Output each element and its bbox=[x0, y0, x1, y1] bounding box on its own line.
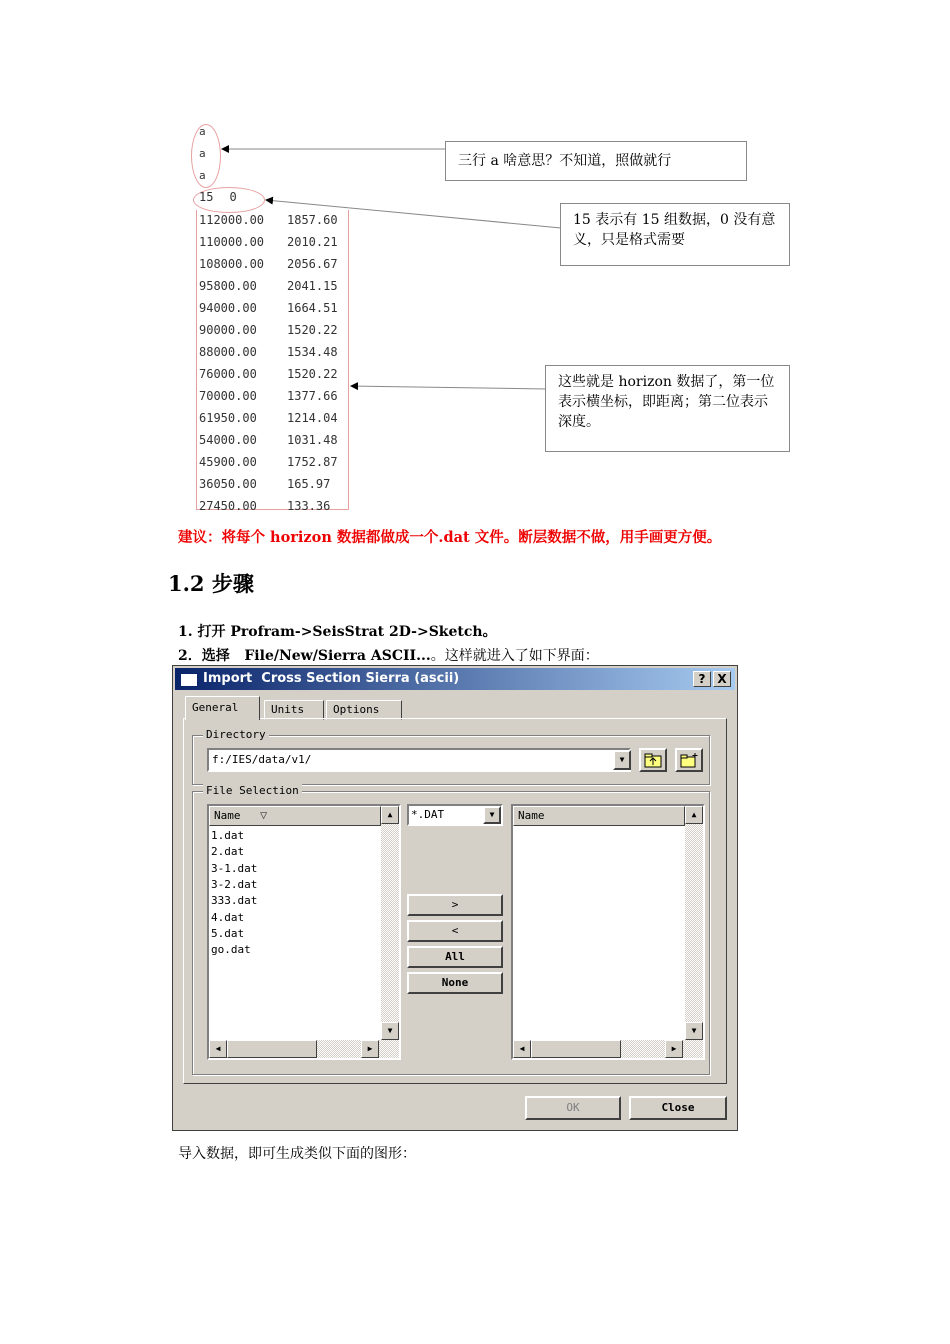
depth-value: 2056.67 bbox=[287, 257, 338, 271]
directory-dropdown-button[interactable] bbox=[613, 750, 631, 770]
count-flag: 0 bbox=[229, 190, 237, 204]
depth-value: 1214.04 bbox=[287, 411, 338, 425]
callout-arrows bbox=[0, 0, 950, 560]
parent-folder-button[interactable] bbox=[639, 748, 667, 772]
folder-up-icon bbox=[643, 752, 663, 768]
step-2-command: 2．选择 File/New/Sierra ASCII... bbox=[178, 648, 431, 664]
right-list-header-label: Name bbox=[518, 809, 545, 822]
name-column-header[interactable] bbox=[209, 806, 381, 826]
scroll-left-button[interactable]: ◀ bbox=[209, 1040, 227, 1058]
callout-a-lines: 三行 a 啥意思？不知道，照做就行 bbox=[445, 141, 747, 181]
sort-triangle-icon: ▽ bbox=[260, 808, 268, 822]
file-selection-label: File Selection bbox=[203, 784, 302, 797]
depth-value: 133.36 bbox=[287, 499, 331, 513]
right-name-column-header[interactable] bbox=[513, 806, 685, 826]
close-button[interactable]: Close bbox=[629, 1096, 727, 1120]
right-horizontal-scrollbar[interactable] bbox=[513, 1040, 703, 1058]
a-line-2: a bbox=[199, 147, 206, 160]
right-scroll-down-button[interactable]: ▼ bbox=[685, 1022, 703, 1040]
close-window-button[interactable]: X bbox=[713, 671, 731, 687]
left-vertical-scrollbar[interactable] bbox=[381, 806, 399, 1040]
depth-value: 1534.48 bbox=[287, 345, 338, 359]
new-folder-icon bbox=[679, 752, 699, 768]
distance-value: 45900.00 bbox=[199, 455, 257, 469]
distance-value: 90000.00 bbox=[199, 323, 257, 337]
distance-value: 108000.00 bbox=[199, 257, 265, 271]
directory-group bbox=[192, 728, 710, 785]
ok-button[interactable]: OK bbox=[525, 1096, 621, 1120]
distance-value: 70000.00 bbox=[199, 389, 257, 403]
depth-value: 1031.48 bbox=[287, 433, 338, 447]
import-dialog bbox=[172, 665, 738, 1131]
filter-value: *.DAT bbox=[411, 808, 445, 821]
add-all-button[interactable]: All bbox=[407, 946, 503, 968]
right-scroll-up-button[interactable]: ▲ bbox=[685, 806, 703, 824]
count-value: 15 bbox=[199, 190, 214, 204]
left-list-header-label: Name bbox=[214, 809, 241, 822]
selected-files-list[interactable] bbox=[511, 804, 705, 1060]
arrow-3 bbox=[351, 386, 546, 389]
dialog-title: Import Cross Section Sierra (ascii) bbox=[203, 671, 460, 686]
tab-options[interactable]: Options bbox=[326, 700, 402, 720]
depth-value: 1520.22 bbox=[287, 323, 338, 337]
footer-text: 导入数据，即可生成类似下面的图形： bbox=[178, 1146, 416, 1162]
remove-file-button[interactable]: < bbox=[407, 920, 503, 942]
distance-value: 95800.00 bbox=[199, 279, 257, 293]
tab-units[interactable]: Units bbox=[264, 700, 324, 720]
scroll-thumb[interactable] bbox=[227, 1040, 317, 1058]
chevron-down-icon: ▼ bbox=[489, 810, 495, 819]
file-list-item[interactable]: 3-1.dat bbox=[211, 861, 258, 875]
step-1: 1. 打开 Profram->SeisStrat 2D->Sketch。 bbox=[178, 624, 497, 640]
step-2-rest: 。这样就进入了如下界面： bbox=[430, 648, 599, 664]
depth-value: 1377.66 bbox=[287, 389, 338, 403]
scroll-up-button[interactable]: ▲ bbox=[381, 806, 399, 824]
right-scroll-thumb[interactable] bbox=[531, 1040, 621, 1058]
step-2 bbox=[178, 645, 599, 665]
distance-value: 61950.00 bbox=[199, 411, 257, 425]
file-list-item[interactable]: 3-2.dat bbox=[211, 877, 258, 891]
distance-value: 94000.00 bbox=[199, 301, 257, 315]
file-list-item[interactable]: go.dat bbox=[211, 943, 251, 957]
right-scroll-right-button[interactable]: ▶ bbox=[665, 1040, 683, 1058]
advice-text: 建议：将每个 horizon 数据都做成一个.dat 文件。断层数据不做，用手画更方便。 bbox=[178, 529, 722, 546]
directory-input[interactable] bbox=[207, 748, 631, 772]
tab-general[interactable]: General bbox=[185, 696, 260, 720]
general-panel bbox=[183, 718, 727, 1084]
depth-value: 2010.21 bbox=[287, 235, 338, 249]
arrow-2 bbox=[266, 200, 561, 228]
distance-value: 76000.00 bbox=[199, 367, 257, 381]
file-list-item[interactable]: 5.dat bbox=[211, 926, 245, 940]
directory-label: Directory bbox=[203, 728, 269, 741]
depth-value: 1664.51 bbox=[287, 301, 338, 315]
directory-value: f:/IES/data/v1/ bbox=[212, 753, 312, 766]
distance-value: 27450.00 bbox=[199, 499, 257, 513]
file-list-item[interactable]: 333.dat bbox=[211, 894, 258, 908]
distance-value: 88000.00 bbox=[199, 345, 257, 359]
distance-value: 36050.00 bbox=[199, 477, 257, 491]
scroll-right-button[interactable]: ▶ bbox=[361, 1040, 379, 1058]
callout-count: 15 表示有 15 组数据，0 没有意义，只是格式需要 bbox=[560, 203, 790, 266]
depth-value: 165.97 bbox=[287, 477, 331, 491]
distance-value: 54000.00 bbox=[199, 433, 257, 447]
remove-all-button[interactable]: None bbox=[407, 972, 503, 994]
right-scroll-left-button[interactable]: ◀ bbox=[513, 1040, 531, 1058]
right-vertical-scrollbar[interactable] bbox=[685, 806, 703, 1040]
scroll-down-button[interactable]: ▼ bbox=[381, 1022, 399, 1040]
new-folder-button[interactable] bbox=[675, 748, 703, 772]
section-heading: 1.2 步骤 bbox=[168, 571, 254, 596]
a-line-1: a bbox=[199, 125, 206, 138]
available-files-list[interactable] bbox=[207, 804, 401, 1060]
file-list-item[interactable]: 2.dat bbox=[211, 845, 245, 859]
add-file-button[interactable]: > bbox=[407, 894, 503, 916]
a-line-3: a bbox=[199, 169, 206, 182]
distance-value: 110000.00 bbox=[199, 235, 265, 249]
depth-value: 1752.87 bbox=[287, 455, 338, 469]
left-horizontal-scrollbar[interactable] bbox=[209, 1040, 399, 1058]
dialog-titlebar[interactable] bbox=[175, 668, 735, 690]
callout-horizon: 这些就是 horizon 数据了，第一位表示横坐标，即距离；第二位表示深度。 bbox=[545, 365, 790, 452]
depth-value: 1857.60 bbox=[287, 213, 338, 227]
distance-value: 112000.00 bbox=[199, 213, 265, 227]
file-selection-group bbox=[192, 784, 710, 1075]
chevron-down-icon: ▼ bbox=[619, 755, 625, 764]
filter-dropdown-button[interactable] bbox=[483, 806, 501, 824]
depth-value: 2041.15 bbox=[287, 279, 338, 293]
file-list-item[interactable]: 4.dat bbox=[211, 910, 245, 924]
help-button[interactable]: ? bbox=[693, 671, 711, 687]
depth-value: 1520.22 bbox=[287, 367, 338, 381]
file-list-item[interactable]: 1.dat bbox=[211, 829, 245, 842]
window-icon bbox=[180, 673, 198, 687]
